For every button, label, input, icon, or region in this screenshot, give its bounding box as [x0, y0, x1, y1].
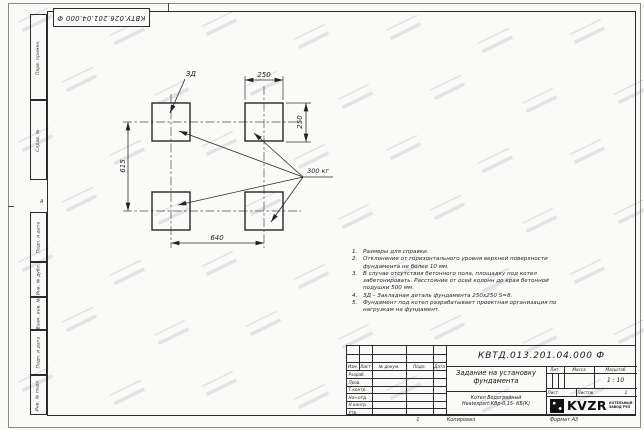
- note-item: [352, 249, 568, 256]
- note-item: [352, 256, 568, 271]
- col-docnum: № докум.: [378, 363, 400, 369]
- mass-label: Масса: [572, 367, 586, 372]
- extension-lines: [245, 76, 311, 142]
- footer-copy-number: 1: [416, 417, 420, 423]
- lit-label: Лит.: [550, 367, 560, 372]
- product-line2: Heatexpert-КВр-0,15- КБ(К): [461, 401, 530, 407]
- leader-load: [271, 177, 303, 222]
- kvzr-logo-subtext: [609, 401, 632, 409]
- note-text: Отклонение от горизонтального уровня верхней поверхности фундамента не более 10 мм.: [363, 256, 548, 270]
- margin-label: Инв. № подл.: [36, 378, 42, 412]
- col-podp: Подп.: [413, 363, 426, 369]
- row-nachotd: Нач.отд.: [348, 394, 368, 400]
- margin-label: Подп. и дата: [36, 336, 42, 369]
- row-razrab: Разраб.: [348, 371, 365, 377]
- centerlines: [123, 86, 301, 248]
- row-nkontr: Н.контр.: [348, 402, 368, 407]
- note-number: 2.: [352, 256, 358, 263]
- logo-sub-line2: ЗАВОД РЭП: [609, 405, 631, 409]
- margin-label: Взам. инв. №: [36, 297, 42, 330]
- margin-label: Инв. № дубл.: [36, 263, 41, 296]
- logo-sub-line1: КОТЕЛЬНЫЙ: [609, 401, 633, 405]
- zone-letter: А: [40, 199, 44, 205]
- note-number: 4.: [352, 292, 358, 299]
- kvzr-logo-icon: [550, 399, 564, 413]
- note-text: ЗД – Закладная деталь фундамента 250х250 S=8.: [363, 292, 513, 299]
- notes-list: [352, 249, 568, 315]
- footer-copy-label: Копировал: [446, 417, 476, 423]
- note-text: Фундамент под котел разрабатывает проектная организация по нагрузкам на фундамент.: [363, 300, 557, 314]
- leader-load: [254, 133, 303, 177]
- note-text: В случае отсутствия бетонного пола, площадку под котел забетонировать. Расстояние от осей колонн до края бетонной подушки 500 мм.: [363, 270, 549, 292]
- note-text: Размеры для справки.: [363, 249, 429, 255]
- leader-load: [178, 177, 303, 205]
- col-list: Лист: [360, 363, 371, 369]
- kvzr-logo-text: KVZR: [567, 398, 608, 413]
- dim-pad-width: 250: [257, 71, 271, 79]
- footer-format-label: Формат А3: [549, 417, 579, 423]
- corner-stamp-number: КВТУ.026.201.04.000 Ф: [57, 13, 146, 22]
- dimension-lines: [128, 80, 306, 243]
- note-number: 5.: [352, 300, 358, 307]
- col-izm: Изм.: [348, 363, 358, 369]
- label-load: 300 кг: [307, 167, 329, 175]
- product-name: [446, 391, 546, 416]
- col-data: Дата: [434, 363, 445, 369]
- leader-lines: [170, 79, 333, 222]
- dim-pad-height: 250: [296, 115, 304, 129]
- sheets-label: Листов: [577, 389, 594, 395]
- title-block: [346, 345, 636, 415]
- dim-span-horizontal: 640: [210, 234, 224, 242]
- company-logo-cell: [546, 396, 637, 416]
- scale-value: 1 : 10: [606, 377, 625, 384]
- note-number: 3.: [352, 270, 358, 277]
- dim-span-vertical: 615: [119, 159, 127, 173]
- label-embed-detail: ЗД: [186, 70, 196, 78]
- note-item: [352, 293, 568, 300]
- leader-embed-detail: [170, 79, 185, 113]
- doc-number: КВТД.013.201.04.000 Ф: [478, 351, 605, 361]
- note-item: [352, 271, 568, 293]
- sheets-value: 1: [624, 389, 628, 395]
- row-tkontr: Т.контр.: [348, 387, 367, 392]
- row-utv: Утв.: [348, 409, 358, 415]
- product-line1: Котел Водогрейный: [470, 395, 522, 401]
- drawing-title: Задание на установку фундамента: [456, 369, 536, 386]
- margin-label: Перв. примен.: [36, 39, 42, 75]
- leader-load: [179, 131, 303, 177]
- margin-label: Справ. №: [36, 128, 42, 152]
- scale-label: Масштаб: [605, 367, 626, 372]
- row-prov: Пров.: [348, 379, 361, 385]
- sheet-label: Лист: [547, 389, 559, 395]
- note-item: [352, 300, 568, 315]
- margin-label: Подп. и дата: [36, 221, 42, 253]
- note-number: 1.: [352, 249, 358, 255]
